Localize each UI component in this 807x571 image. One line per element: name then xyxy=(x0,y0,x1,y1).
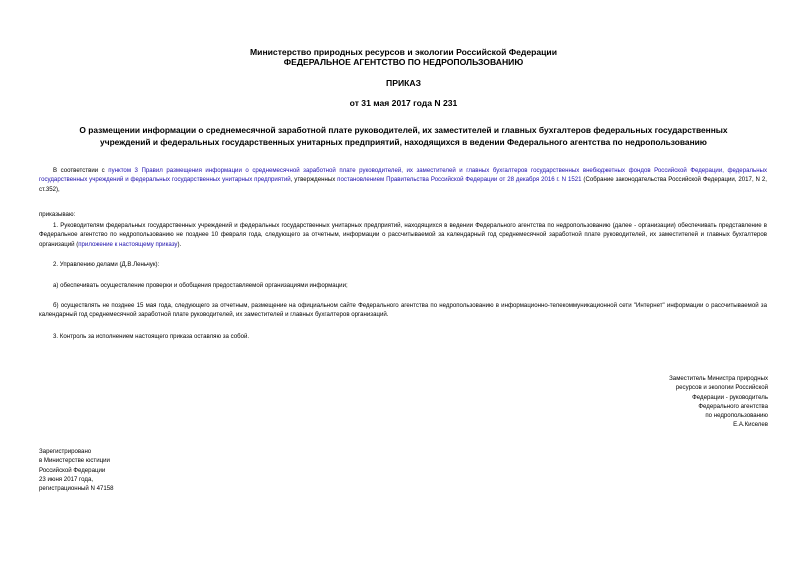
ministry-heading: Министерство природных ресурсов и экологии Российской Федерации xyxy=(250,47,557,57)
item-1-text-end: ). xyxy=(177,240,182,248)
signature-line: ресурсов и экологии Российской xyxy=(675,384,768,392)
item-2a-paragraph: а) обеспечивать осуществление проверки и обобщения предоставляемой организациями информации; xyxy=(53,282,348,289)
doc-title-line-2: учреждений и федеральных государственных унитарных предприятий, находящихся в ведении Федерального агентства по недропользованию xyxy=(100,137,707,147)
intro-paragraph xyxy=(39,166,767,194)
item-2-paragraph: 2. Управлению делами (Д.В.Леньчук): xyxy=(53,261,160,268)
signature-line: Заместитель Министра природных xyxy=(669,375,768,382)
item-1-text: 1. Руководителям федеральных государственных учреждений и федеральных государственных унитарных предприятий, находящихся в ведении Федерального агентства по недропользованию (далее - организации) обеспечивать представление в Федеральное агентство по недропользованию не позднее 10 февраля года, следующего за отчетным, информации о рассчитываемой за календарный год среднемесячной заработной плате руководителей, их заместителей и главных бухгалтеров организаций ( xyxy=(39,222,767,248)
registration-line: Зарегистрировано xyxy=(39,448,92,455)
signature-line: Федерации - руководитель xyxy=(692,393,768,401)
item-3-paragraph: 3. Контроль за исполнением настоящего приказа оставляю за собой. xyxy=(53,333,250,340)
intro-text-pre: В соответствии с xyxy=(53,167,109,174)
registration-line: в Министерстве юстиции xyxy=(39,457,110,465)
order-word: приказываю: xyxy=(39,211,76,218)
doc-type-heading: ПРИКАЗ xyxy=(386,78,421,88)
item-2b-paragraph: б) осуществлять не позднее 15 мая года, следующего за отчетным, размещение на официальном сайте Федерального агентства по недропользованию в информационно-телекоммуникационной сети "Интернет" информации о рассчитываемой за календарный год среднемесячной заработной плате руководителей, их заместителей и главных бухгалтеров организаций. xyxy=(39,302,767,319)
signature-line: Е.А.Киселев xyxy=(733,421,768,429)
registration-line: 23 июня 2017 года, xyxy=(39,475,94,483)
signature-block xyxy=(568,374,768,430)
item-1-paragraph xyxy=(39,221,767,249)
rules-link[interactable]: пунктом 3 Правил размещения информации о среднемесячной заработной плате руководителей, их заместителей и главных бухгалтеров государственных внебюджетных фондов Российской Федерации, федеральных государственных учреждений и федеральных государственных унитарных предприятий xyxy=(39,167,767,184)
signature-line: по недропользованию xyxy=(705,412,768,420)
registration-line: регистрационный N 47158 xyxy=(39,485,114,493)
signature-line: Федерального агентства xyxy=(698,402,768,410)
resolution-link[interactable]: постановлением Правительства Российской Федерации от 28 декабря 2016 г. N 1521 xyxy=(337,176,582,184)
doc-title-line-1: О размещении информации о среднемесячной заработной плате руководителей, их заместителей и главных бухгалтеров федеральных государственных xyxy=(79,125,728,135)
doc-date-heading: от 31 мая 2017 года N 231 xyxy=(349,98,458,108)
intro-text-mid: , утвержденных xyxy=(290,176,338,184)
intro-text-post: (Собрание законодательства Российской Федерации, 2017, N 2, ст.352), xyxy=(39,176,767,193)
appendix-link[interactable]: приложение к настоящему приказу xyxy=(78,240,178,248)
registration-block xyxy=(39,447,114,493)
agency-heading: ФЕДЕРАЛЬНОЕ АГЕНТСТВО ПО НЕДРОПОЛЬЗОВАНИЮ xyxy=(283,57,524,67)
registration-line: Российской Федерации xyxy=(39,466,106,474)
